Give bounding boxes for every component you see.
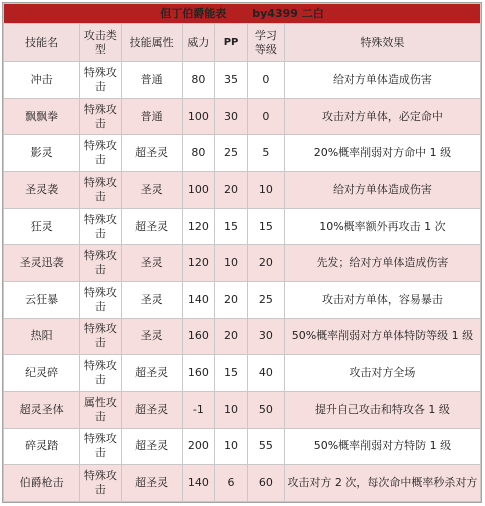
pp-cell: 20 [215,172,248,209]
power-cell: 140 [182,282,215,319]
power-cell: 140 [182,465,215,502]
special-effect-cell: 先发；给对方单体造成伤害 [284,245,480,282]
header-type: 攻击类型 [80,24,121,62]
attack-type-cell: 特殊攻击 [80,62,121,99]
special-effect-cell: 20%概率削弱对方命中 1 级 [284,135,480,172]
table-row [4,245,481,282]
header-level: 学习等级 [247,24,284,62]
skill-attribute-cell: 超圣灵 [121,135,182,172]
power-cell: 160 [182,318,215,355]
table-row [4,465,481,502]
table-row [4,428,481,465]
special-effect-cell: 50%概率削弱对方特防 1 级 [284,428,480,465]
skill-name-cell: 纪灵碎 [4,355,80,392]
table-row [4,208,481,245]
pp-cell: 30 [215,98,248,135]
skill-attribute-cell: 圣灵 [121,318,182,355]
table-author: by4399 二白 [252,6,324,20]
table-title-text: 但丁伯爵能表 [160,6,227,20]
skill-attribute-cell: 普通 [121,98,182,135]
table-title-row [4,4,481,24]
skill-name-cell: 云狂暴 [4,282,80,319]
skill-attribute-cell: 超圣灵 [121,465,182,502]
attack-type-cell: 特殊攻击 [80,245,121,282]
skill-name-cell: 伯爵枪击 [4,465,80,502]
power-cell: 80 [182,62,215,99]
special-effect-cell: 提升自己攻击和特攻各 1 级 [284,391,480,428]
special-effect-cell: 10%概率额外再攻击 1 次 [284,208,480,245]
learn-level-cell: 5 [247,135,284,172]
attack-type-cell: 特殊攻击 [80,428,121,465]
pp-cell: 10 [215,245,248,282]
table-row [4,98,481,135]
pp-cell: 10 [215,391,248,428]
table-row [4,172,481,209]
skill-name-cell: 超灵圣体 [4,391,80,428]
skill-attribute-cell: 圣灵 [121,282,182,319]
skill-name-cell: 碎灵踏 [4,428,80,465]
header-name: 技能名 [4,24,80,62]
learn-level-cell: 0 [247,62,284,99]
skill-table-frame [2,2,482,503]
attack-type-cell: 特殊攻击 [80,98,121,135]
skill-name-cell: 影灵 [4,135,80,172]
attack-type-cell: 特殊攻击 [80,208,121,245]
attack-type-cell: 特殊攻击 [80,282,121,319]
learn-level-cell: 15 [247,208,284,245]
skill-attribute-cell: 超圣灵 [121,355,182,392]
pp-cell: 20 [215,318,248,355]
table-header-row [4,24,481,62]
pp-cell: 15 [215,355,248,392]
learn-level-cell: 25 [247,282,284,319]
power-cell: 160 [182,355,215,392]
header-attr: 技能属性 [121,24,182,62]
power-cell: 200 [182,428,215,465]
pp-cell: 25 [215,135,248,172]
skill-attribute-cell: 普通 [121,62,182,99]
learn-level-cell: 10 [247,172,284,209]
special-effect-cell: 攻击对方 2 次，每次命中概率秒杀对方 [284,465,480,502]
attack-type-cell: 属性攻击 [80,391,121,428]
skill-name-cell: 圣灵袭 [4,172,80,209]
special-effect-cell: 攻击对方单体，容易暴击 [284,282,480,319]
header-power: 威力 [182,24,215,62]
header-pp: PP [215,24,248,62]
attack-type-cell: 特殊攻击 [80,355,121,392]
power-cell: 120 [182,208,215,245]
pp-cell: 35 [215,62,248,99]
attack-type-cell: 特殊攻击 [80,318,121,355]
learn-level-cell: 0 [247,98,284,135]
table-row [4,62,481,99]
skill-attribute-cell: 超圣灵 [121,208,182,245]
pp-cell: 15 [215,208,248,245]
table-title [4,4,481,24]
skill-attribute-cell: 圣灵 [121,172,182,209]
power-cell: -1 [182,391,215,428]
skill-table [3,3,481,502]
special-effect-cell: 50%概率削弱对方单体特防等级 1 级 [284,318,480,355]
table-row [4,391,481,428]
skill-name-cell: 热阳 [4,318,80,355]
learn-level-cell: 40 [247,355,284,392]
special-effect-cell: 给对方单体造成伤害 [284,172,480,209]
table-row [4,318,481,355]
special-effect-cell: 攻击对方全场 [284,355,480,392]
skill-name-cell: 狂灵 [4,208,80,245]
learn-level-cell: 60 [247,465,284,502]
power-cell: 100 [182,98,215,135]
pp-cell: 20 [215,282,248,319]
special-effect-cell: 攻击对方单体，必定命中 [284,98,480,135]
special-effect-cell: 给对方单体造成伤害 [284,62,480,99]
skill-name-cell: 圣灵迅袭 [4,245,80,282]
learn-level-cell: 30 [247,318,284,355]
attack-type-cell: 特殊攻击 [80,465,121,502]
pp-cell: 6 [215,465,248,502]
table-row [4,282,481,319]
learn-level-cell: 50 [247,391,284,428]
power-cell: 80 [182,135,215,172]
table-row [4,135,481,172]
learn-level-cell: 20 [247,245,284,282]
power-cell: 100 [182,172,215,209]
learn-level-cell: 55 [247,428,284,465]
skill-attribute-cell: 超圣灵 [121,391,182,428]
skill-attribute-cell: 超圣灵 [121,428,182,465]
skill-name-cell: 冲击 [4,62,80,99]
table-row [4,355,481,392]
pp-cell: 10 [215,428,248,465]
power-cell: 120 [182,245,215,282]
header-effect: 特殊效果 [284,24,480,62]
skill-attribute-cell: 圣灵 [121,245,182,282]
attack-type-cell: 特殊攻击 [80,172,121,209]
attack-type-cell: 特殊攻击 [80,135,121,172]
skill-name-cell: 飘飘拳 [4,98,80,135]
